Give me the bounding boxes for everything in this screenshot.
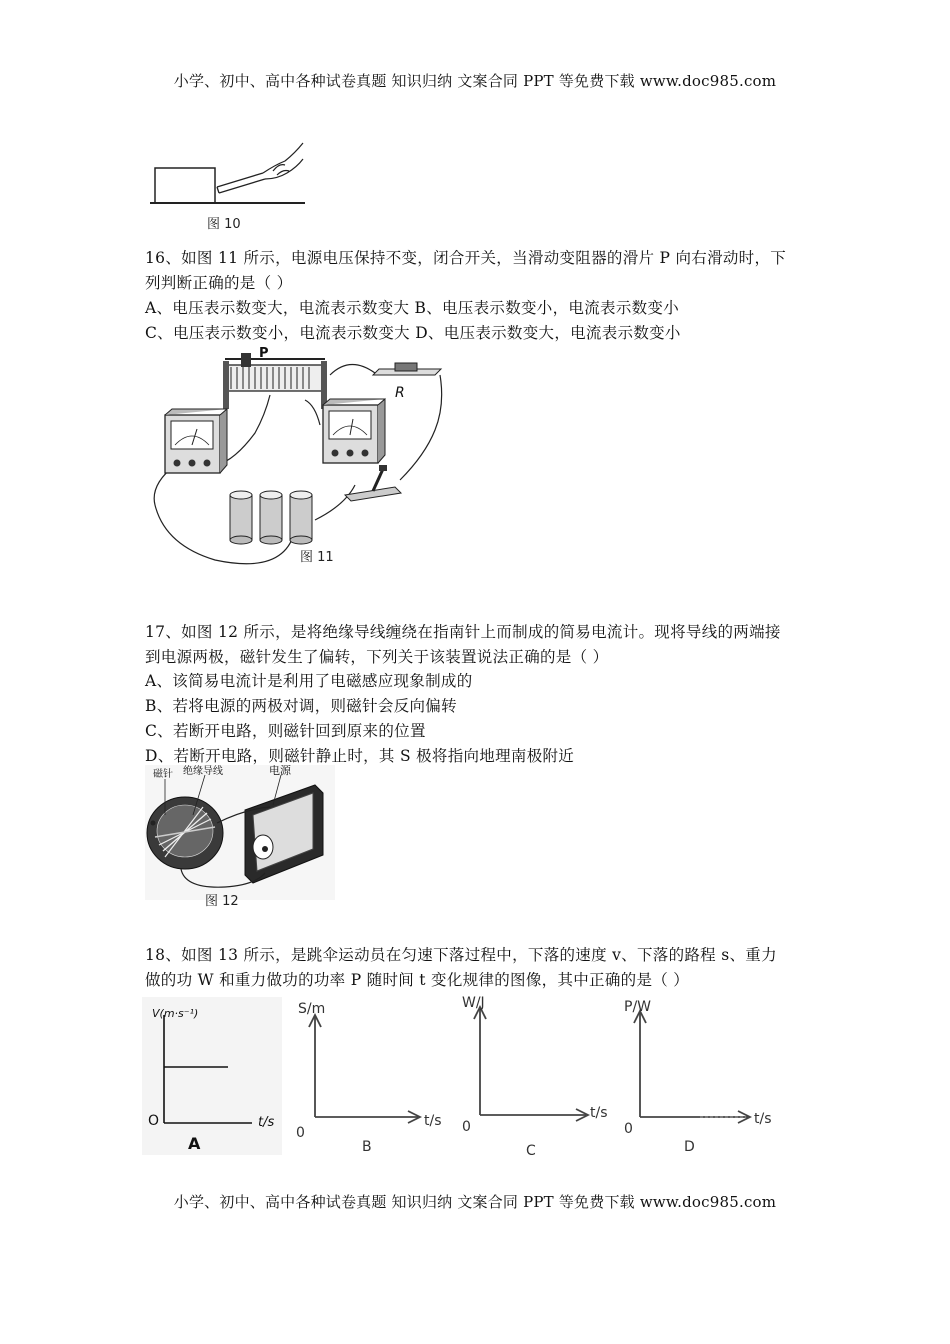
circuit-wire — [400, 375, 442, 480]
graph-b-origin: 0 — [296, 1125, 305, 1141]
sliding-rheostat — [223, 353, 327, 409]
q18-stem-line1: 18、如图 13 所示，是跳伞运动员在匀速下落过程中，下落的速度 v、下落的路程 s、重力 — [145, 946, 777, 964]
resistor-label-r: R — [395, 385, 405, 401]
graph-d-ylabel: P/W — [624, 999, 652, 1015]
graph-d — [624, 999, 772, 1155]
page-header: 小学、初中、高中各种试卷真题 知识归纳 文案合同 PPT 等免费下载 www.doc985.com — [173, 72, 777, 90]
graph-d-xlabel: t/s — [754, 1111, 772, 1127]
figure-11 — [145, 345, 455, 570]
stick-pushing — [217, 173, 265, 193]
graph-b-xlabel: t/s — [424, 1113, 442, 1129]
q16-stem-line1: 16、如图 11 所示，电源电压保持不变，闭合开关，当滑动变阻器的滑片 P 向右滑动时，下 — [145, 249, 787, 267]
figure-10-caption: 图 10 — [207, 217, 241, 232]
knife-switch — [345, 465, 401, 501]
q17-option-c: C、若断开电路，则磁针回到原来的位置 — [145, 722, 426, 740]
graph-a — [142, 997, 282, 1155]
graph-c — [462, 995, 608, 1159]
graph-d-origin: 0 — [624, 1121, 633, 1137]
graph-a-xlabel: t/s — [258, 1115, 275, 1130]
graph-c-xlabel: t/s — [590, 1105, 608, 1121]
graph-c-ylabel: W/J — [462, 995, 485, 1011]
figure-12 — [145, 765, 345, 910]
graph-d-letter: D — [684, 1139, 695, 1155]
figure-10 — [145, 135, 315, 235]
circuit-wire — [330, 364, 375, 375]
compass-with-coil — [147, 797, 223, 869]
battery-cells — [230, 491, 312, 544]
graph-a-origin: O — [148, 1113, 160, 1129]
label-needle: 磁针 — [153, 769, 173, 780]
rheostat-label-p: P — [259, 346, 269, 361]
graph-b — [296, 1001, 442, 1155]
circuit-wire — [305, 400, 320, 425]
resistor-r — [373, 363, 441, 375]
q16-stem-line2: 列判断正确的是（ ） — [145, 274, 293, 292]
hand-drawing — [263, 143, 303, 179]
q17-option-d: D、若断开电路，则磁针静止时，其 S 极将指向地理南极附近 — [145, 747, 575, 765]
q17-option-b: B、若将电源的两极对调，则磁针会反向偏转 — [145, 697, 457, 715]
circuit-wire — [315, 485, 355, 520]
q16-options-cd: C、电压表示数变小，电流表示数变大 D、电压表示数变大，电流表示数变小 — [145, 324, 681, 342]
page-footer: 小学、初中、高中各种试卷真题 知识归纳 文案合同 PPT 等免费下载 www.doc985.com — [173, 1193, 777, 1211]
graph-a-ylabel: V(m·s⁻¹) — [152, 1007, 199, 1020]
graph-a-letter: A — [188, 1134, 201, 1153]
label-insulated-wire: 绝缘导线 — [183, 766, 223, 777]
q18-stem-line2: 做的功 W 和重力做功的功率 P 随时间 t 变化规律的图像，其中正确的是（ ） — [145, 971, 690, 989]
ammeter — [323, 399, 385, 463]
label-power-source: 电源 — [269, 765, 291, 777]
graph-c-letter: C — [526, 1143, 536, 1159]
q16-options-ab: A、电压表示数变大，电流表示数变大 B、电压表示数变小，电流表示数变小 — [145, 299, 680, 317]
graph-c-origin: 0 — [462, 1119, 471, 1135]
graph-b-letter: B — [362, 1139, 372, 1155]
q17-stem-line2: 到电源两极，磁针发生了偏转，下列关于该装置说法正确的是（ ） — [145, 648, 609, 666]
figure-11-caption: 图 11 — [300, 550, 334, 565]
q17-stem-line1: 17、如图 12 所示，是将绝缘导线缠绕在指南针上而制成的简易电流计。现将导线的两端接 — [145, 623, 781, 641]
q17-option-a: A、该简易电流计是利用了电磁感应现象制成的 — [145, 672, 473, 690]
voltmeter — [165, 409, 227, 473]
graph-b-ylabel: S/m — [298, 1001, 326, 1017]
figure-12-caption: 图 12 — [205, 894, 239, 909]
figure-13-graphs — [140, 995, 800, 1160]
